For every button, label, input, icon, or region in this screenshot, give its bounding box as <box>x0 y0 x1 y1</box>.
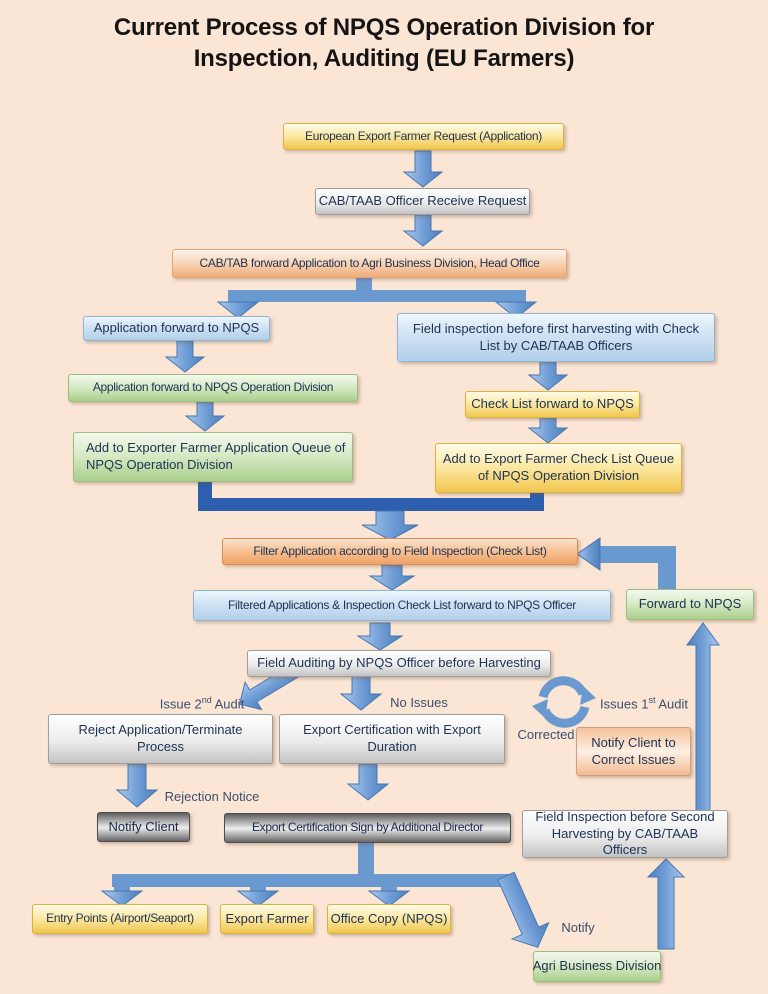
node-application-forward-npqs: Application forward to NPQS <box>83 316 270 341</box>
label-issue-2nd-pre: Issue 2 <box>159 696 202 712</box>
arrow-appforward-to-operation <box>166 341 204 372</box>
arrow-operation-to-queue <box>186 402 224 431</box>
node-reject-application: Reject Application/Terminate Process <box>48 714 273 764</box>
connector-forward-elbow-horizontal <box>600 546 660 563</box>
connector-sign-stem <box>358 842 374 876</box>
connector-merge-bar <box>198 498 544 511</box>
arrow-sign-to-agri-business <box>488 868 556 956</box>
arrow-receive-to-head-office <box>404 215 442 246</box>
arrow-inspection-to-checklist <box>529 362 567 390</box>
arrow-filter-to-filtered <box>370 565 414 590</box>
label-issue-2nd-sup: nd <box>201 695 212 705</box>
node-forward-to-npqs: Forward to NPQS <box>626 589 754 620</box>
cycle-arrow-bottom <box>545 707 585 723</box>
connector-split-stem <box>356 277 372 292</box>
node-filter-application: Filter Application according to Field Inspection (Check List) <box>222 538 578 565</box>
connector-sign-bar <box>112 874 512 887</box>
node-field-auditing: Field Auditing by NPQS Officer before Harvesting <box>247 650 551 677</box>
label-no-issues: No Issues <box>390 695 448 710</box>
connector-farmer-stem <box>250 885 266 891</box>
label-issues-1st-sup: st <box>648 695 656 705</box>
node-export-certification: Export Certification with Export Duration <box>279 714 505 764</box>
arrow-agri-to-second-inspection <box>648 859 684 949</box>
node-add-checklist-queue: Add to Export Farmer Check List Queue of NPQS Operation Division <box>435 443 682 493</box>
connector-forward-elbow-vertical <box>658 546 676 590</box>
arrowhead-forward-to-filter <box>577 538 600 570</box>
label-issue-2nd-audit <box>152 695 252 711</box>
arrow-reject-to-notifyclient <box>117 764 157 807</box>
connector-entry-stem <box>114 885 130 891</box>
label-corrected: Corrected <box>517 727 575 742</box>
label-issues-1st-pre: Issues 1 <box>600 696 649 712</box>
label-issues-1st-post: Audit <box>655 696 688 712</box>
arrow-merge-to-filter <box>362 511 418 540</box>
connector-office-stem <box>381 885 397 891</box>
arrow-checklist-to-queue <box>529 418 567 443</box>
node-application-forward-operation-division: Application forward to NPQS Operation Division <box>68 374 358 402</box>
label-notify: Notify <box>561 920 595 935</box>
node-export-farmer: Export Farmer <box>220 904 314 934</box>
node-add-exporter-application-queue: Add to Exporter Farmer Application Queue of NPQS Operation Division <box>73 432 353 482</box>
arrow-certification-to-sign <box>348 764 388 800</box>
label-issues-1st-audit <box>600 695 688 711</box>
node-notify-client-correct-issues: Notify Client to Correct Issues <box>576 727 691 776</box>
node-filtered-applications-forward-officer: Filtered Applications & Inspection Check List forward to NPQS Officer <box>193 590 611 621</box>
arrow-filtered-to-auditing <box>358 623 402 650</box>
node-entry-points: Entry Points (Airport/Seaport) <box>32 904 208 934</box>
node-certification-sign-director: Export Certification Sign by Additional Director <box>224 813 511 843</box>
node-agri-business-division: Agri Business Division <box>533 951 661 982</box>
node-european-export-farmer-request: European Export Farmer Request (Application) <box>283 123 564 150</box>
node-notify-client: Notify Client <box>97 812 190 842</box>
node-office-copy: Office Copy (NPQS) <box>327 904 451 934</box>
connector-split-bar <box>228 290 526 302</box>
label-rejection-notice: Rejection Notice <box>164 789 260 804</box>
cycle-arrow-top <box>543 681 583 697</box>
node-forward-to-head-office: CAB/TAB forward Application to Agri Business Division, Head Office <box>172 249 567 278</box>
node-field-inspection-second-harvesting: Field Inspection before Second Harvesting by CAB/TAAB Officers <box>522 810 728 858</box>
node-field-inspection-first-harvesting: Field inspection before first harvesting with Check List by CAB/TAAB Officers <box>397 313 715 362</box>
label-issue-2nd-post: Audit <box>211 696 245 712</box>
node-checklist-forward-npqs: Check List forward to NPQS <box>465 391 640 418</box>
page-title: Current Process of NPQS Operation Division for Inspection, Auditing (EU Farmers) <box>113 14 655 73</box>
node-cab-taab-receive-request: CAB/TAAB Officer Receive Request <box>315 188 530 215</box>
arrow-auditing-to-certification <box>341 676 381 710</box>
arrow-request-to-receive <box>404 151 442 187</box>
arrow-second-inspection-to-forward <box>687 623 719 811</box>
